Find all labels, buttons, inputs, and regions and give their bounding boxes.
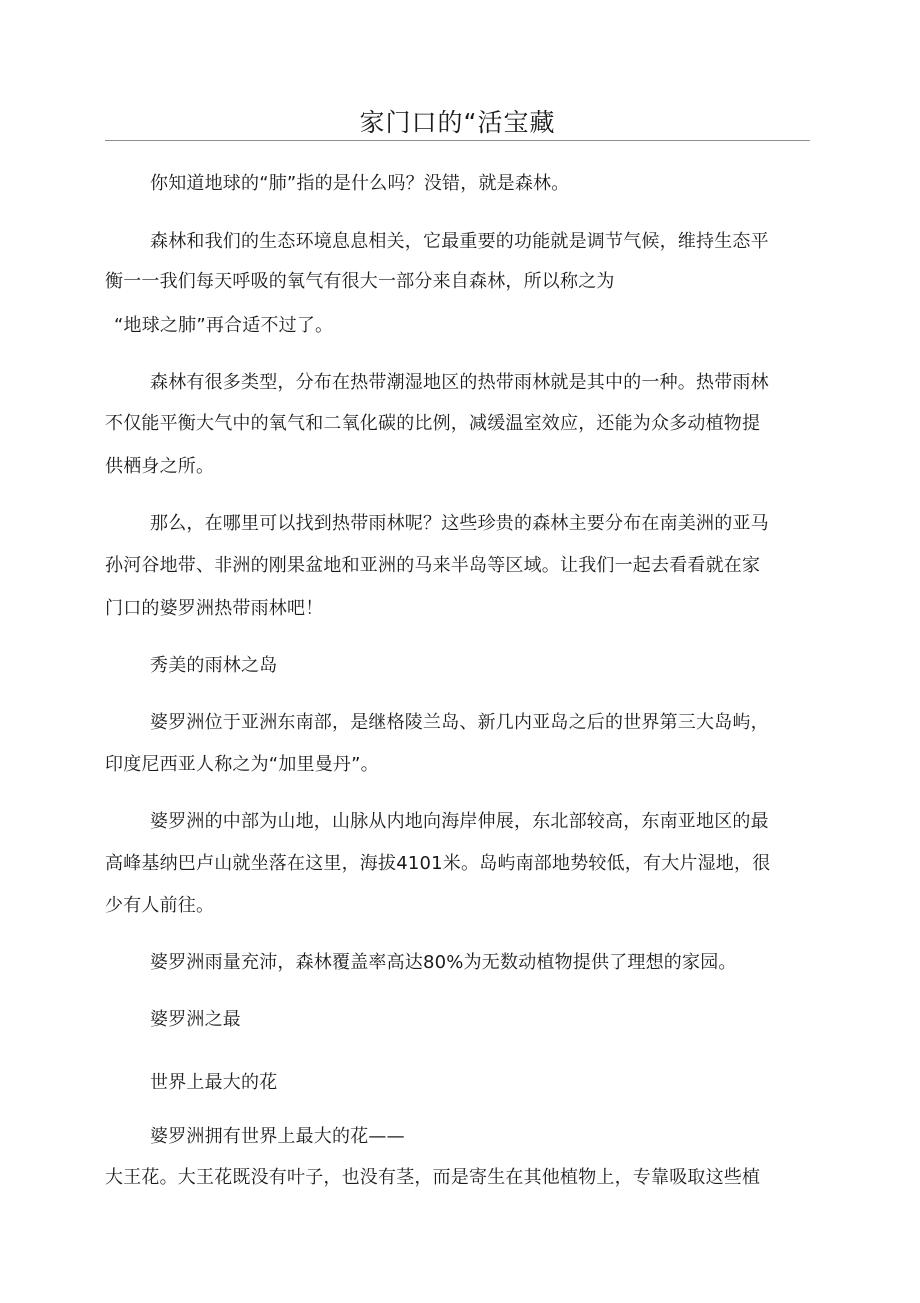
paragraph-line: 高峰基纳巴卢山就坐落在这里，海拔4101米。岛屿南部地势较低，有大片湿地，很 <box>105 853 771 874</box>
title-divider <box>105 140 810 141</box>
paragraph-line: 森林和我们的生态环境息息相关，它最重要的功能就是调节气候，维持生态平 <box>150 231 769 252</box>
paragraph-line: 婆罗洲拥有世界上最大的花—— <box>150 1126 405 1147</box>
section-heading: 秀美的雨林之岛 <box>150 655 278 676</box>
paragraph-line: 少有人前往。 <box>105 895 215 916</box>
document-title: 家门口的“活宝藏 <box>359 108 556 137</box>
paragraph-line: 婆罗洲位于亚洲东南部，是继格陵兰岛、新几内亚岛之后的世界第三大岛屿， <box>150 712 769 733</box>
paragraph-line: 供栖身之所。 <box>105 456 215 477</box>
sub-heading: 世界上最大的花 <box>150 1072 278 1093</box>
paragraph-line: 婆罗洲的中部为山地，山脉从内地向海岸伸展，东北部较高，东南亚地区的最 <box>150 811 769 832</box>
paragraph-line: 大王花。大王花既没有叶子，也没有茎，而是寄生在其他植物上，专靠吸取这些植 <box>105 1167 761 1188</box>
paragraph-line: 衡一一我们每天呼吸的氧气有很大一部分来自森林，所以称之为 <box>105 271 615 292</box>
paragraph-line: 孙河谷地带、非洲的刚果盆地和亚洲的马来半岛等区域。让我们一起去看看就在家 <box>105 555 761 576</box>
paragraph-line: 婆罗洲雨量充沛，森林覆盖率高达80%为无数动植物提供了理想的家园。 <box>150 952 737 973</box>
paragraph-line: 不仅能平衡大气中的氧气和二氧化碳的比例，减缓温室效应，还能为众多动植物提 <box>105 413 761 434</box>
section-heading: 婆罗洲之最 <box>150 1009 241 1030</box>
paragraph-line: 你知道地球的“肺”指的是什么吗？没错，就是森林。 <box>150 173 570 194</box>
paragraph-line: 那么，在哪里可以找到热带雨林呢？这些珍贵的森林主要分布在南美洲的亚马 <box>150 513 769 534</box>
paragraph-line: 门口的婆罗洲热带雨林吧！ <box>105 598 324 619</box>
paragraph-line: 森林有很多类型，分布在热带潮湿地区的热带雨林就是其中的一种。热带雨林 <box>150 372 769 393</box>
paragraph-line: 印度尼西亚人称之为“加里曼丹”。 <box>105 754 379 775</box>
paragraph-line: “地球之肺”再合适不过了。 <box>114 315 334 336</box>
